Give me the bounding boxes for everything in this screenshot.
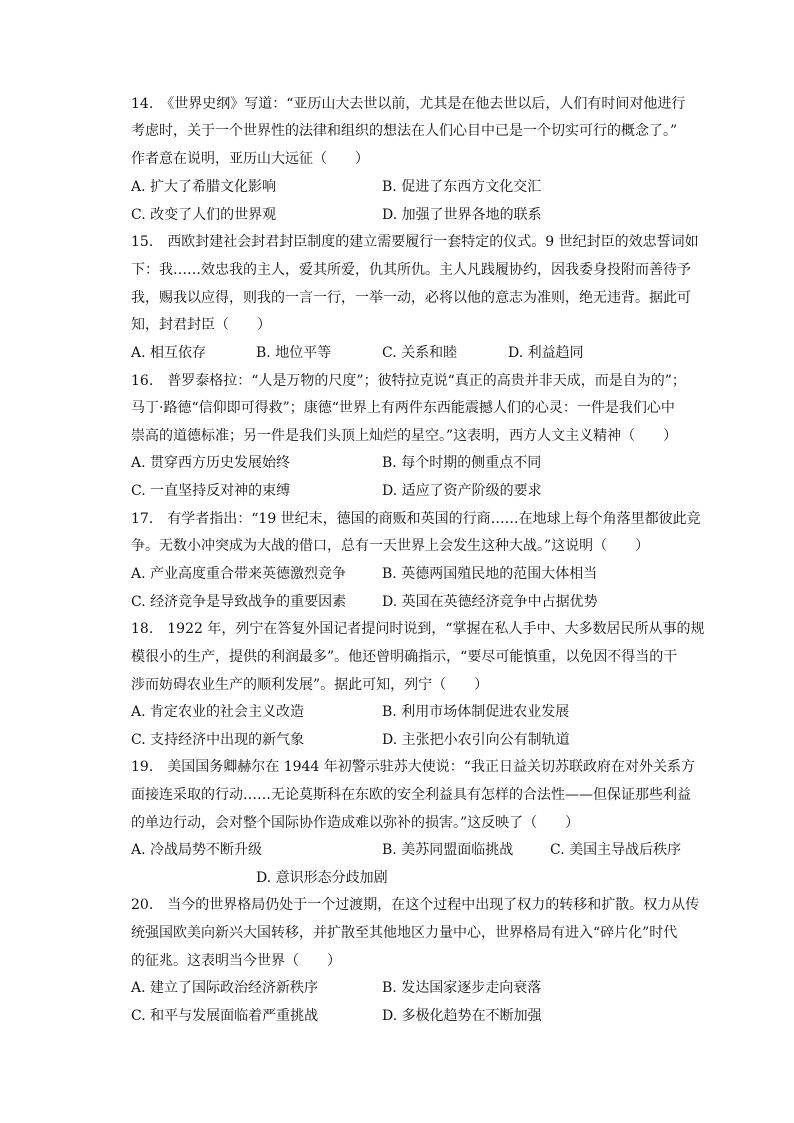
question-14-option-b: B. 促进了东西方文化交汇 [382, 179, 542, 195]
question-19-line-3: 的单边行动，会对整个国际协作造成难以弥补的损害。”这反映了（ ） [131, 815, 580, 831]
question-15-option-c: C. 关系和睦 [382, 345, 458, 361]
question-14-option-c: C. 改变了人们的世界观 [131, 207, 277, 223]
question-16-line-1: 16. 普罗泰格拉：“人是万物的尺度”；彼特拉克说“真正的高贵并非天成，而是自为的”； [131, 373, 686, 389]
question-14-line-1: 14. 《世界史纲》写道：“亚历山大去世以前，尤其是在他去世以后，人们有时间对他进行 [131, 96, 686, 112]
question-17-line-2: 争。无数小冲突成为大战的借口，总有一天世界上会发生这种大战。”这说明（ ） [131, 538, 650, 554]
question-18-option-c: C. 支持经济中出现的新气象 [131, 732, 305, 748]
question-14-line-2: 考虑时，关于一个世界性的法律和组织的想法在人们心目中已是一个切实可行的概念了。” [131, 123, 678, 139]
question-16-option-c: C. 一直坚持反对神的束缚 [131, 483, 291, 499]
question-17-line-1: 17. 有学者指出：“19 世纪末，德国的商贩和英国的行商……在地球上每个角落里都彼此竞 [131, 511, 701, 527]
question-14-line-3: 作者意在说明，亚历山大远征（ ） [131, 151, 369, 167]
question-19-option-b: B. 美苏同盟面临挑战 [382, 842, 514, 858]
question-18-option-b: B. 利用市场体制促进农业发展 [382, 704, 570, 720]
question-18-line-2: 模很小的生产，提供的利润最多”。他还曾明确指示，“要尽可能慎重，以免因不得当的干 [131, 649, 678, 665]
question-20-line-1: 20. 当今的世界格局仍处于一个过渡期，在这个过程中出现了权力的转移和扩散。权力从传 [131, 897, 700, 913]
question-15-line-2: 下：我……效忠我的主人，爱其所爱，仇其所仇。主人凡践履协约，因我委身投附而善待予 [131, 262, 691, 278]
question-19-option-a: A. 冷战局势不断升级 [131, 842, 263, 858]
question-16-line-2: 马丁·路德“信仰即可得救”；康德“世界上有两件东西能震撼人们的心灵：一件是我们心中 [131, 400, 675, 416]
question-16-option-a: A. 贯穿西方历史发展始终 [131, 455, 291, 471]
question-20-option-a: A. 建立了国际政治经济新秩序 [131, 980, 319, 996]
question-19-option-c: C. 美国主导战后秩序 [550, 842, 682, 858]
question-20-option-b: B. 发达国家逐步走向衰落 [382, 980, 542, 996]
question-18-line-3: 涉而妨碍农业生产的顺利发展”。据此可知，列宁（ ） [131, 677, 489, 693]
question-15-line-4: 知，封君封臣（ ） [131, 317, 271, 333]
question-16-option-b: B. 每个时期的侧重点不同 [382, 455, 542, 471]
question-19-line-2: 面接连采取的行动……无论莫斯科在东欧的安全利益具有怎样的合法性——但保证那些利益 [131, 787, 691, 803]
question-14-option-d: D. 加强了世界各地的联系 [382, 207, 542, 223]
question-18-option-a: A. 肯定农业的社会主义改造 [131, 704, 305, 720]
question-20-option-d: D. 多极化趋势在不断加强 [382, 1008, 542, 1024]
question-15-option-a: A. 相互依存 [131, 345, 207, 361]
question-17-option-c: C. 经济竞争是导致战争的重要因素 [131, 594, 347, 610]
question-15-line-1: 15. 西欧封建社会封君封臣制度的建立需要履行一套特定的仪式。9 世纪封臣的效忠誓词如 [131, 234, 699, 250]
question-17-option-b: B. 英德两国殖民地的范围大体相当 [382, 566, 598, 582]
question-19-option-d: D. 意识形态分歧加剧 [256, 870, 388, 886]
question-20-line-2: 统强国欧美向新兴大国转移，并扩散至其他地区力量中心，世界格局有进入“碎片化”时代 [131, 925, 678, 941]
question-15-option-b: B. 地位平等 [256, 345, 332, 361]
question-18-line-1: 18. 1922 年，列宁在答复外国记者提问时说到，“掌握在私人手中、大多数居民所从事的规 [131, 621, 705, 637]
question-20-option-c: C. 和平与发展面临着严重挑战 [131, 1008, 319, 1024]
question-16-option-d: D. 适应了资产阶级的要求 [382, 483, 542, 499]
question-20-line-3: 的征兆。这表明当今世界（ ） [131, 953, 341, 969]
question-16-line-3: 崇高的道德标准；另一件是我们头顶上灿烂的星空。”这表明，西方人文主义精神（ ） [131, 428, 678, 444]
question-15-line-3: 我，赐我以应得，则我的一言一行，一举一动，必将以他的意志为准则，绝无违背。据此可 [131, 290, 691, 306]
question-17-option-a: A. 产业高度重合带来英德激烈竞争 [131, 566, 347, 582]
question-15-option-d: D. 利益趋同 [508, 345, 584, 361]
question-19-line-1: 19. 美国国务卿赫尔在 1944 年初警示驻苏大使说：“我正日益关切苏联政府在对外关系方 [131, 759, 695, 775]
question-18-option-d: D. 主张把小农引向公有制轨道 [382, 732, 570, 748]
question-17-option-d: D. 英国在英德经济竞争中占据优势 [382, 594, 598, 610]
question-14-option-a: A. 扩大了希腊文化影响 [131, 179, 277, 195]
